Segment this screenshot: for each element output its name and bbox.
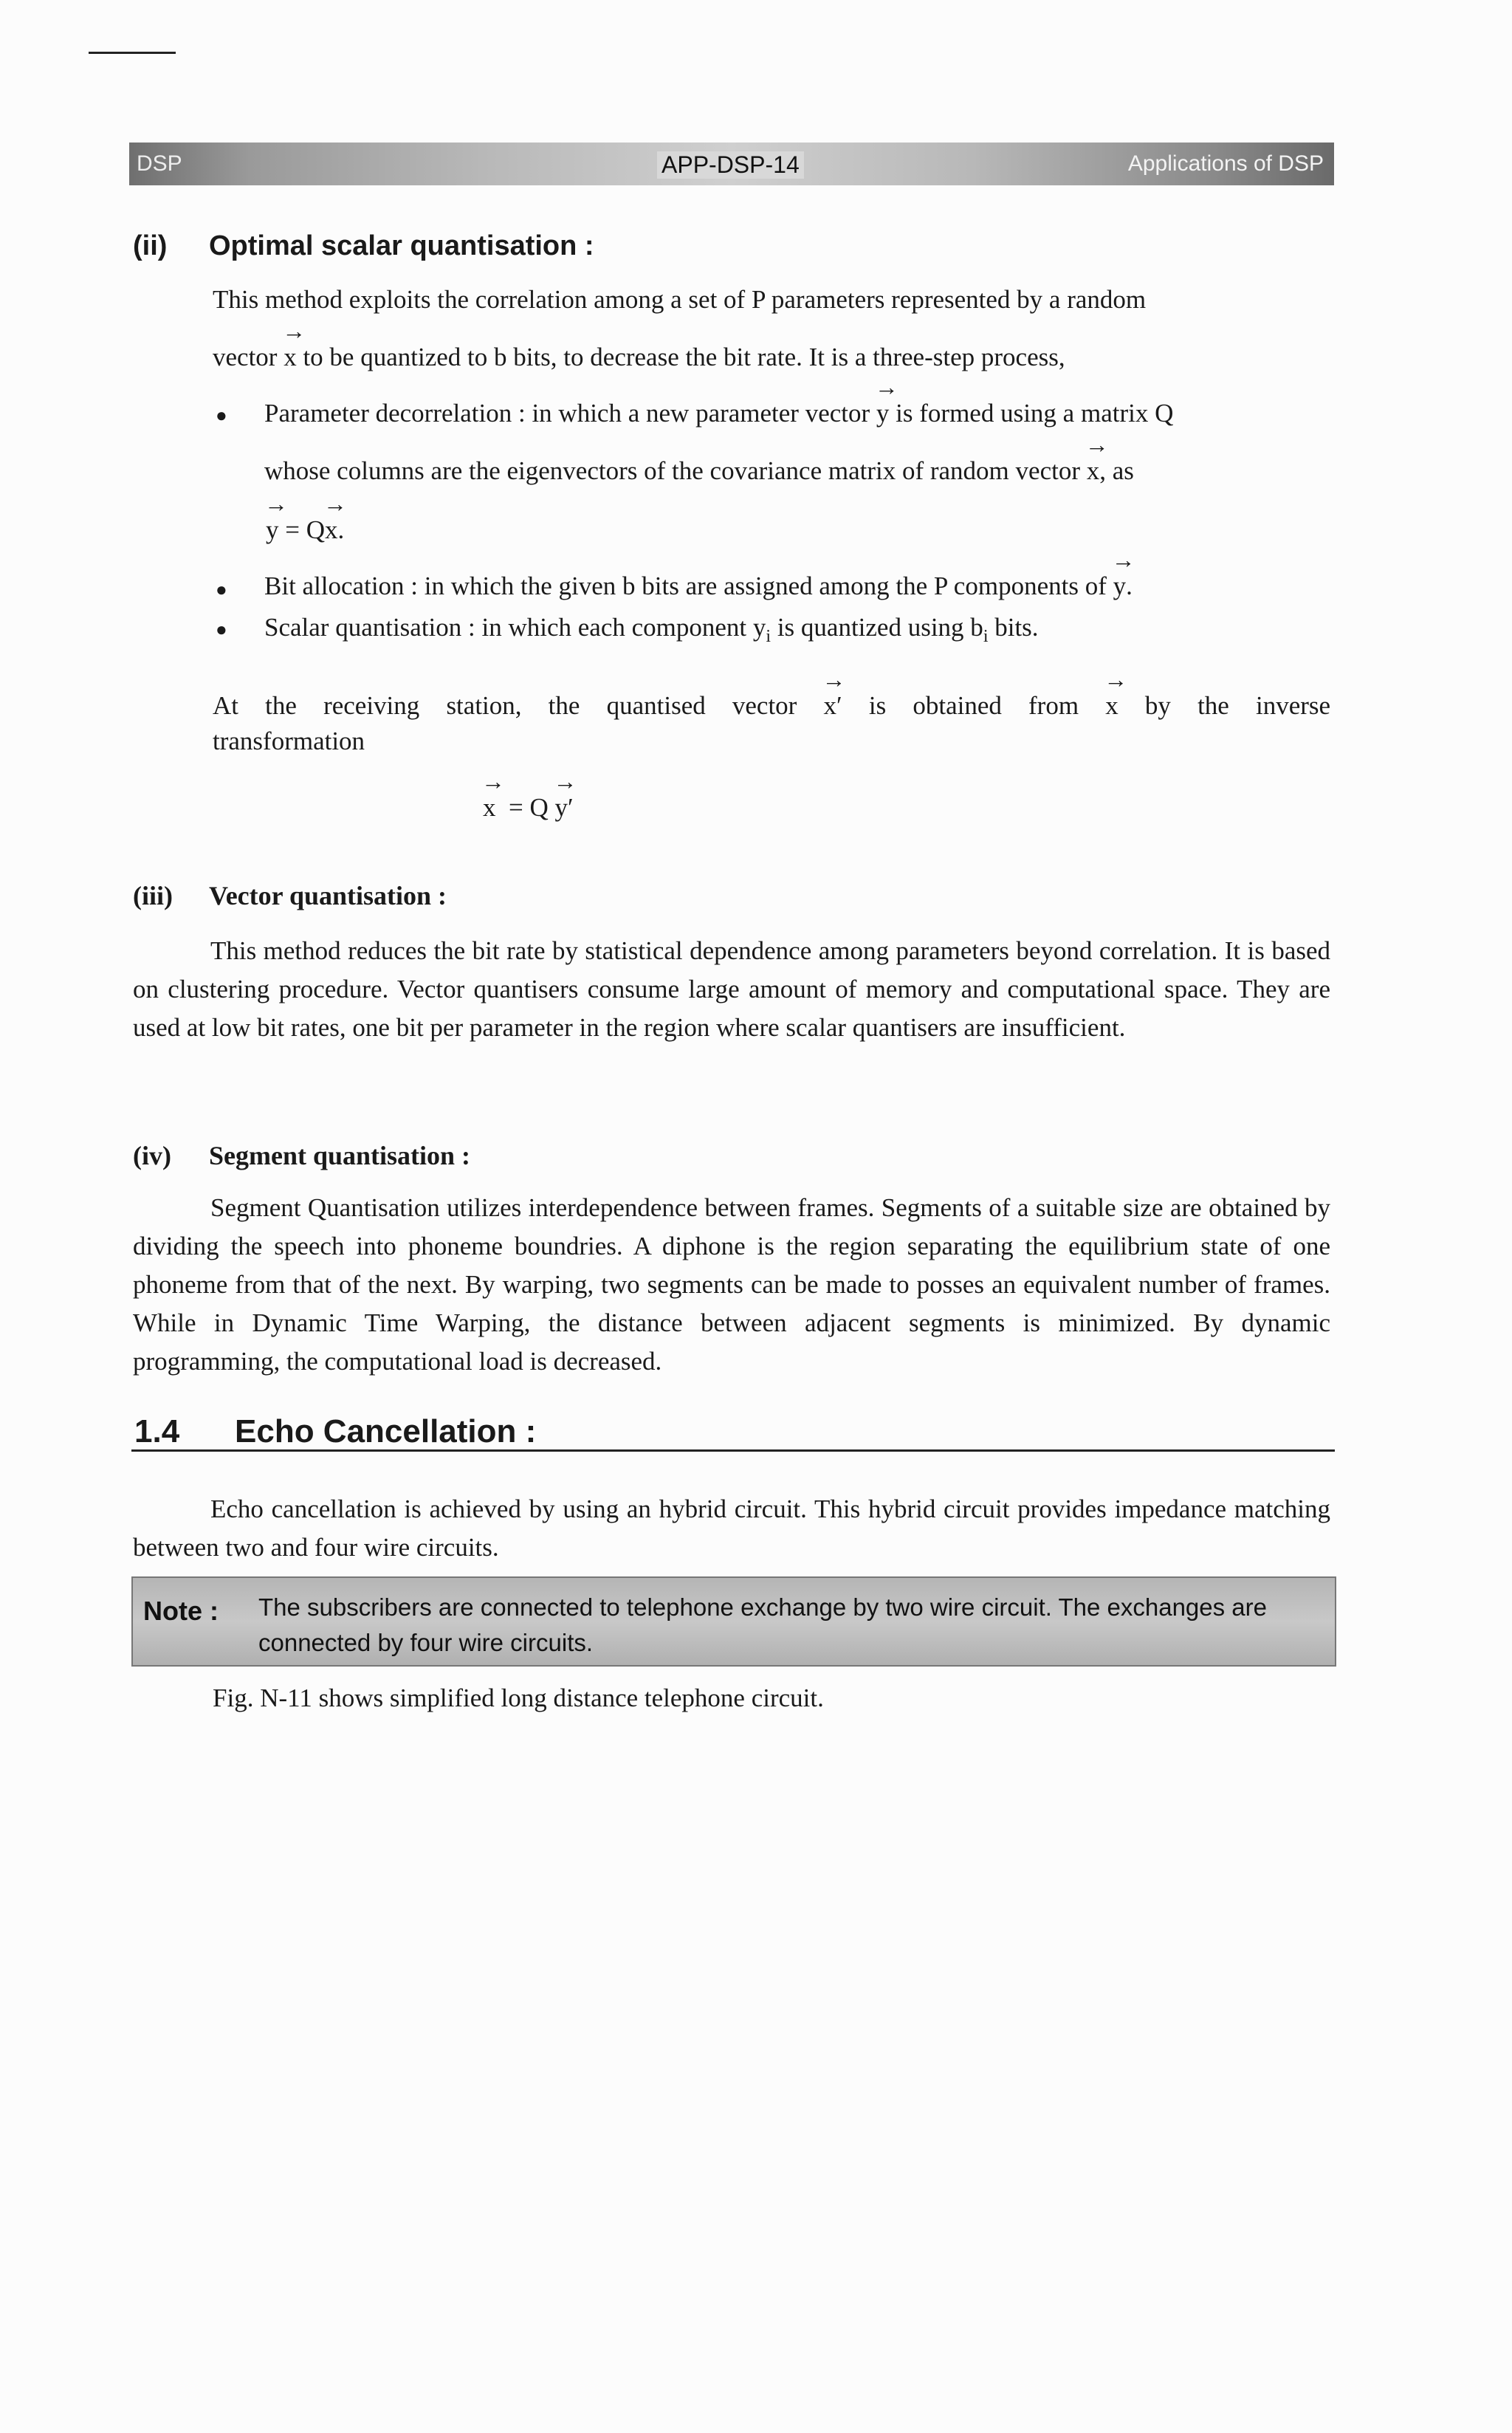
section-ii-title: Optimal scalar quantisation : bbox=[209, 230, 594, 261]
header-right: Applications of DSP bbox=[1127, 151, 1324, 176]
vector-y: → y bbox=[266, 511, 279, 549]
section-1-4-paragraph: Echo cancellation is achieved by using an hybrid circuit. This hybrid circuit provides impedance matching between two and four wire circuits. bbox=[133, 1495, 1331, 1562]
bullet-2: Bit allocation : in which the given b bits are assigned among the P components of → y. bbox=[264, 567, 1331, 605]
section-1-4-number: 1.4 bbox=[134, 1413, 180, 1449]
section-iii-title: Vector quantisation : bbox=[209, 881, 447, 910]
header-left: DSP bbox=[137, 151, 182, 176]
vector-y-prime: → y′ bbox=[555, 789, 574, 827]
section-iii-paragraph: This method reduces the bit rate by statistical dependence among parameters beyond correlation. It is based on clustering procedure. Vector quantisers consume large amount of memory and computational space. They are used at low bit rates, one bit per parameter in the region where scalar quantisers are insufficient. bbox=[133, 936, 1331, 1042]
bullet-1-line-2: whose columns are the eigenvectors of the covariance matrix of random vector → x, as bbox=[264, 452, 1331, 490]
receiving-line-1: At the receiving station, the quantised vector → x′ is obtained from → x by the inverse bbox=[213, 687, 1330, 725]
vector-x: → x bbox=[483, 789, 496, 827]
header-page-code: APP-DSP-14 bbox=[657, 151, 804, 179]
bullet-dot: ● bbox=[216, 579, 227, 600]
vector-y: → y bbox=[1113, 567, 1127, 605]
section-rule bbox=[131, 1449, 1335, 1452]
section-iv-paragraph: Segment Quantisation utilizes interdependence between frames. Segments of a suitable size are obtained by dividing the speech into phoneme boundries. A diphone is the region separating the equilibrium state of one phoneme from that of the next. By warping, two segments can be made to posses an equivalent number of frames. While in Dynamic Time Warping, the distance between adjacent segments is minimized. By dynamic programming, the computational load is decreased. bbox=[133, 1193, 1331, 1376]
section-ii-intro-line-2: vector → x to be quantized to b bits, to decrease the bit rate. It is a three-step process, bbox=[213, 338, 1246, 377]
bullet-1-equation: → y = Q→ x. bbox=[266, 511, 344, 549]
figure-reference: Fig. N-11 shows simplified long distance telephone circuit. bbox=[213, 1684, 824, 1712]
vector-x: → x bbox=[1105, 687, 1118, 725]
receiving-line-2: transformation bbox=[213, 727, 365, 755]
note-box bbox=[131, 1576, 1336, 1667]
vector-y: → y bbox=[876, 394, 890, 433]
bullet-dot: ● bbox=[216, 405, 227, 426]
section-iv-label: (iv) bbox=[133, 1141, 171, 1170]
bullet-1-line-1: Parameter decorrelation : in which a new parameter vector → y is formed using a matrix Q bbox=[264, 394, 1331, 433]
vector-x: → x bbox=[284, 338, 297, 377]
vector-x-prime: → x′ bbox=[824, 687, 842, 725]
section-1-4-title: Echo Cancellation : bbox=[235, 1413, 537, 1449]
note-text: The subscribers are connected to telephone exchange by two wire circuit. The exchanges are connected by four wire circuits. bbox=[258, 1593, 1268, 1656]
inverse-transform-equation: → x = Q → y′ bbox=[483, 789, 574, 827]
bullet-3: Scalar quantisation : in which each component $y_i$ is quantized using $b_i$ bits. bbox=[264, 613, 1039, 646]
running-header bbox=[129, 143, 1334, 185]
section-iii-label: (iii) bbox=[133, 881, 173, 910]
section-iv-title: Segment quantisation : bbox=[209, 1141, 471, 1170]
vector-x: → x bbox=[325, 511, 338, 549]
top-corner-rule bbox=[89, 52, 176, 54]
bullet-dot: ● bbox=[216, 619, 227, 640]
vector-x: → x bbox=[1087, 452, 1100, 490]
section-ii-intro-line-1: This method exploits the correlation among a set of P parameters represented by a random bbox=[213, 285, 1147, 314]
note-label: Note : bbox=[143, 1596, 219, 1626]
section-ii-label: (ii) bbox=[133, 230, 168, 261]
